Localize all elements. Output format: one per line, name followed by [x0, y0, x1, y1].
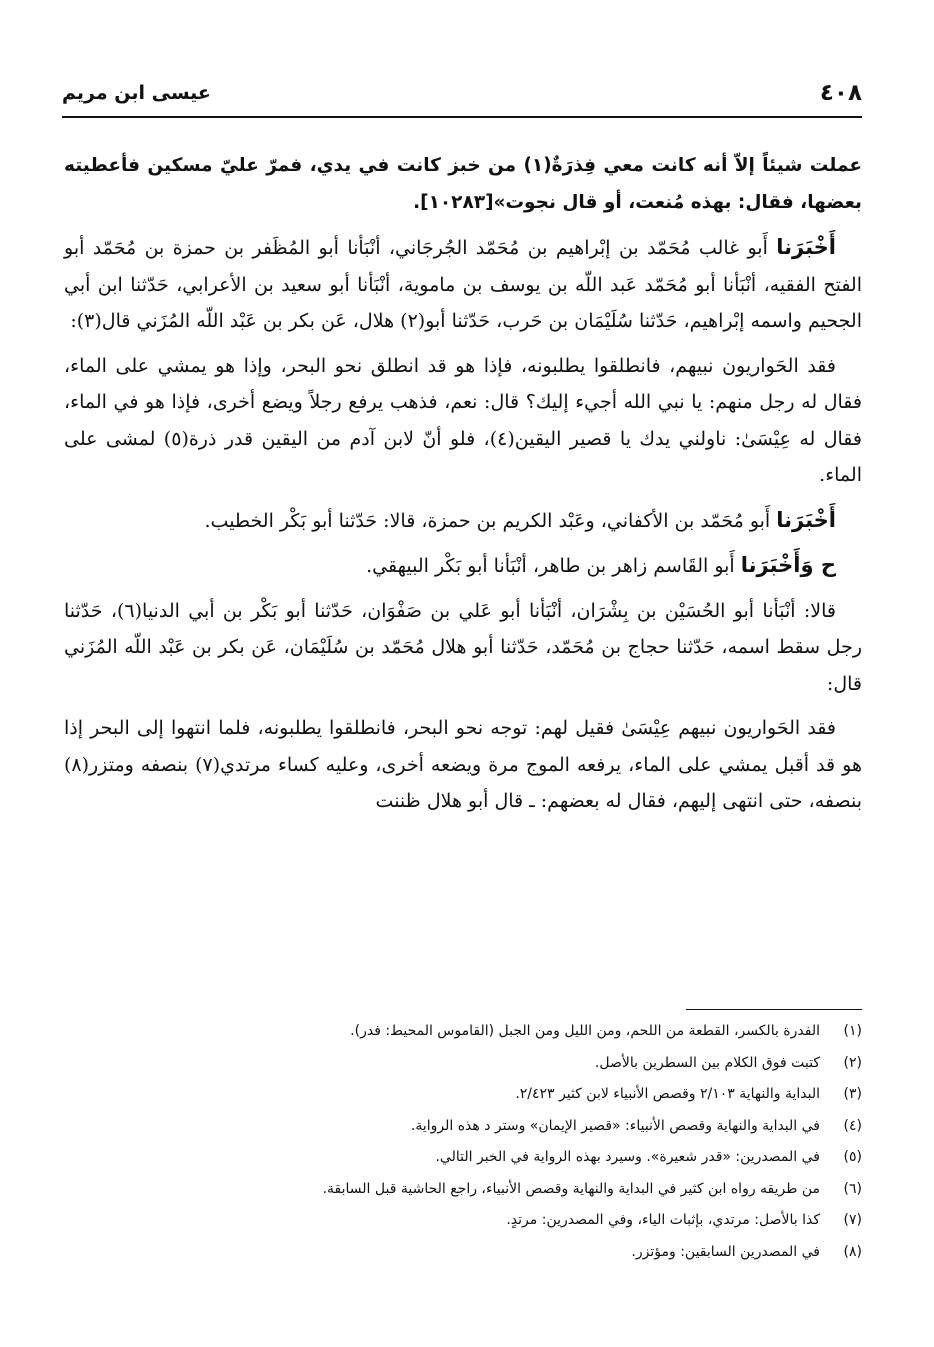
footnote	[90, 1079, 862, 1111]
main-text	[64, 148, 862, 828]
paragraph-text: فقد الحَواريون نبيهم، فانطلقوا يطلبونه، فإذا هو قد انطلق نحو البحر، وإذا هو يمشي على الماء، فقال له رجل منهم: يا نبي الله أجيء إليك؟ قال: نعم، فذهب يرفع رجلاً ويضع أخرى، فإذا هو في الماء، فقال له عِيْسَىٰ: ناولني يدك يا قصير اليقين(٤)، فلو أنّ لابن آدم من اليقين قدر ذرة(٥) لمشى على الماء.	[64, 354, 862, 486]
footnote-number: (١)	[843, 1023, 862, 1039]
running-head: عيسى ابن مريم	[62, 82, 211, 104]
paragraph-lead: ح وَأَخْبَرَنا	[740, 553, 836, 577]
paragraph-text: عملت شيئاً إلاّ أنه كانت معي فِذرَةٌ(١) من خبز كانت في يدي، فمرّ عليّ مسكين فأعطيته بعضها، فقال: بهذه مُنعت، أو قال نجوت»[١٠٢٨٣].	[64, 155, 862, 213]
footnote-text: البداية والنهاية ٢/١٠٣ وقصص الأنبياء لابن كثير ٢/٤٢٣.	[515, 1086, 820, 1102]
footnote	[90, 1174, 862, 1206]
footnote	[90, 1205, 862, 1237]
footnote-text: كتبت فوق الكلام بين السطرين بالأصل.	[594, 1054, 820, 1071]
paragraph	[64, 710, 862, 820]
paragraph	[64, 593, 862, 703]
isnad-paragraph	[64, 547, 862, 585]
paragraph-text: أَبو مُحَمّد بن الأكفاني، وعَبْد الكريم بن حمزة، قالا: حَدّثنا أبو بَكْر الخطيب.	[204, 509, 777, 532]
footnote	[90, 1237, 862, 1269]
footnote	[90, 1111, 862, 1143]
paragraph-text: أَبو غالب مُحَمّد بن إبْراهيم بن مُحَمّد الجُرجَاني، أنْبَأنا أبو المُظَفر بن حمزة بن مُحَمّد أبو الفتح الفقيه، أنْبَأنا أبو مُحَمّد عَبد اللّه بن يوسف بن ماموية، أنْبَأنا أبو سعيد بن الأعرابي، حَدّثنا ابن أبي الجحيم واسمه إبْراهيم، حَدّثنا سُلَيْمَان بن حَرب، حَدّثنا أبو(٢) هلال، عَن بكر بن عَبْد اللّه المُزَني قال(٣):	[64, 237, 862, 332]
footnote-number: (٧)	[843, 1212, 862, 1228]
footnote	[90, 1048, 862, 1080]
paragraph-lead: أَخْبَرَنا	[776, 235, 836, 259]
paragraph-text: أَبو القَاسم زاهر بن طاهر، أنْبَأنا أبو بَكْر البيهقي.	[366, 555, 741, 577]
isnad-paragraph	[64, 229, 862, 340]
footnote-text: في البداية والنهاية وقصص الأنبياء: «قصير الإيمان» وستر د هذه الرواية.	[410, 1117, 820, 1134]
header-rule	[62, 116, 862, 118]
footnote-text: في المصدرين السابقين: ومؤتزر.	[631, 1243, 820, 1260]
paragraph	[64, 148, 862, 221]
footnote-text: كذا بالأصل: مرتدي، بإثبات الياء، وفي المصدرين: مرتدٍ.	[506, 1212, 820, 1228]
paragraph	[64, 348, 862, 494]
footnote-text: من طريقه رواه ابن كثير في البداية والنهاية وقصص الأنبياء، راجع الحاشية قبل السابقة.	[322, 1180, 820, 1197]
footnote-number: (٤)	[843, 1117, 862, 1134]
page-number: ٤٠٨	[819, 80, 862, 106]
footnote-number: (٣)	[843, 1086, 862, 1102]
footnote-number: (٢)	[843, 1054, 862, 1071]
paragraph-text: فقد الحَواريون نبيهم عِيْسَىٰ فقيل لهم: توجه نحو البحر، فانطلقوا يطلبونه، فلما انتهوا إلى البحر إذا هو قد أقبل يمشي على الماء، يرفعه الموج مرة ويضعه أخرى، وعليه كساء مرتدي(٧) بنصفه ومتزر(٨) بنصفه، حتى انتهى إليهم، فقال له بعضهم: ـ قال أبو هلال ظننت	[64, 717, 862, 812]
footnote-rule	[686, 1009, 862, 1010]
paragraph-lead: أَخْبَرَنا	[776, 507, 836, 532]
isnad-paragraph	[64, 502, 862, 540]
footnotes	[90, 1016, 862, 1268]
footnote-number: (٥)	[843, 1149, 862, 1165]
footnote	[90, 1142, 862, 1174]
footnote-text: الفدرة بالكسر، القطعة من اللحم، ومن الليل ومن الجبل (القاموس المحيط: فدر).	[350, 1023, 820, 1039]
footnote-number: (٨)	[843, 1243, 862, 1260]
paragraph-text: قالا: أنْبَأنا أبو الحُسَيْن بن بِشْرَان، أنْبَأنا أبو عَلي بن صَفْوَان، حَدّثنا أبو بَكْر بن أبي الدنيا(٦)، حَدّثنا رجل سقط اسمه، حَدّثنا حجاج بن مُحَمّد، حَدّثنا أبو هلال مُحَمّد بن سُلَيْمَان، عَن بكر بن عَبْد اللّه المُزَني قال:	[64, 599, 862, 695]
footnote	[90, 1016, 862, 1048]
footnote-number: (٦)	[843, 1180, 862, 1197]
footnote-text: في المصدرين: «قدر شعيرة». وسيرد بهذه الرواية في الخبر التالي.	[435, 1149, 820, 1165]
page-header	[62, 78, 862, 116]
